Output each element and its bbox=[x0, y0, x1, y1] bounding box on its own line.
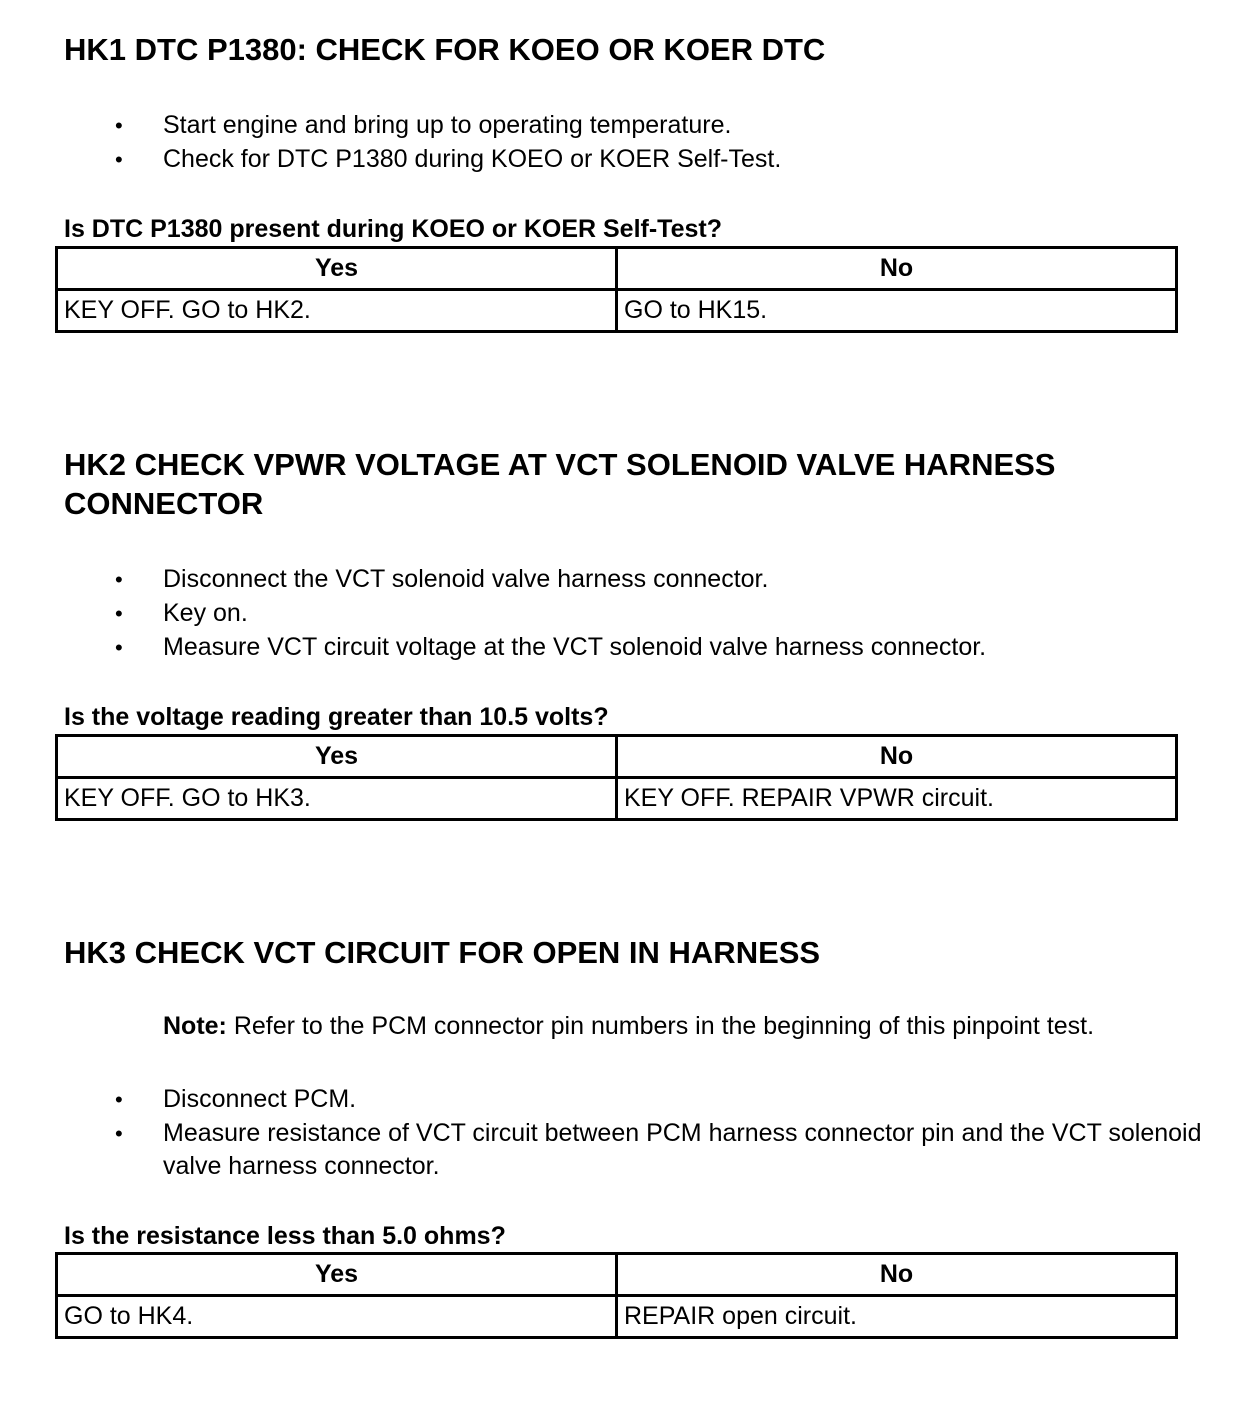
bullet-icon: • bbox=[115, 601, 123, 626]
bullet-icon: • bbox=[115, 635, 123, 660]
list-item bbox=[0, 1117, 1248, 1183]
list-item bbox=[0, 143, 1248, 176]
list-item bbox=[0, 631, 1248, 664]
hk1-heading: HK1 DTC P1380: CHECK FOR KOEO OR KOER DTC bbox=[64, 32, 826, 67]
hk1-answer-table bbox=[55, 246, 1178, 333]
table-header-row bbox=[57, 248, 1177, 290]
hk2-heading bbox=[64, 445, 1184, 523]
step-text: Disconnect the VCT solenoid valve harness connector. bbox=[163, 565, 769, 593]
hk3-steps-list bbox=[0, 1083, 1248, 1184]
bullet-icon: • bbox=[115, 147, 123, 172]
hk1-steps-list bbox=[0, 109, 1248, 177]
list-item bbox=[0, 597, 1248, 630]
no-header: No bbox=[617, 736, 1177, 778]
hk3-note bbox=[163, 1010, 1223, 1043]
step-text: Measure resistance of VCT circuit between PCM harness connector pin and the VCT solenoid valve harness connector. bbox=[163, 1119, 1202, 1180]
hk2-heading-line2: CONNECTOR bbox=[64, 486, 264, 521]
step-text: Disconnect PCM. bbox=[163, 1085, 357, 1113]
no-action: GO to HK15. bbox=[617, 290, 1177, 332]
no-action: REPAIR open circuit. bbox=[617, 1296, 1177, 1338]
table-row bbox=[57, 290, 1177, 332]
hk1-question: Is DTC P1380 present during KOEO or KOER Self-Test? bbox=[64, 215, 722, 243]
table-header-row bbox=[57, 1254, 1177, 1296]
bullet-icon: • bbox=[115, 113, 123, 138]
no-header: No bbox=[617, 248, 1177, 290]
hk3-question: Is the resistance less than 5.0 ohms? bbox=[64, 1222, 506, 1250]
hk2-question: Is the voltage reading greater than 10.5 volts? bbox=[64, 703, 609, 731]
yes-header: Yes bbox=[57, 736, 617, 778]
hk2-steps-list bbox=[0, 563, 1248, 665]
no-header: No bbox=[617, 1254, 1177, 1296]
list-item bbox=[0, 1083, 1248, 1116]
hk3-heading: HK3 CHECK VCT CIRCUIT FOR OPEN IN HARNESS bbox=[64, 935, 821, 970]
step-text: Key on. bbox=[163, 599, 248, 627]
hk2-heading-line1: HK2 CHECK VPWR VOLTAGE AT VCT SOLENOID VALVE HARNESS bbox=[64, 447, 1056, 482]
list-item bbox=[0, 563, 1248, 596]
yes-action: GO to HK4. bbox=[57, 1296, 617, 1338]
note-text: Refer to the PCM connector pin numbers in the beginning of this pinpoint test. bbox=[226, 1012, 1095, 1040]
hk2-answer-table bbox=[55, 734, 1178, 821]
bullet-icon: • bbox=[115, 567, 123, 592]
note-label: Note: bbox=[163, 1012, 227, 1040]
yes-header: Yes bbox=[57, 1254, 617, 1296]
list-item bbox=[0, 109, 1248, 142]
yes-action: KEY OFF. GO to HK3. bbox=[57, 778, 617, 820]
yes-header: Yes bbox=[57, 248, 617, 290]
no-action: KEY OFF. REPAIR VPWR circuit. bbox=[617, 778, 1177, 820]
bullet-icon: • bbox=[115, 1121, 123, 1146]
table-header-row bbox=[57, 736, 1177, 778]
step-text: Start engine and bring up to operating temperature. bbox=[163, 111, 732, 139]
bullet-icon: • bbox=[115, 1087, 123, 1112]
hk3-answer-table bbox=[55, 1252, 1178, 1339]
table-row bbox=[57, 1296, 1177, 1338]
step-text: Measure VCT circuit voltage at the VCT solenoid valve harness connector. bbox=[163, 633, 987, 661]
table-row bbox=[57, 778, 1177, 820]
yes-action: KEY OFF. GO to HK2. bbox=[57, 290, 617, 332]
step-text: Check for DTC P1380 during KOEO or KOER Self-Test. bbox=[163, 145, 782, 173]
